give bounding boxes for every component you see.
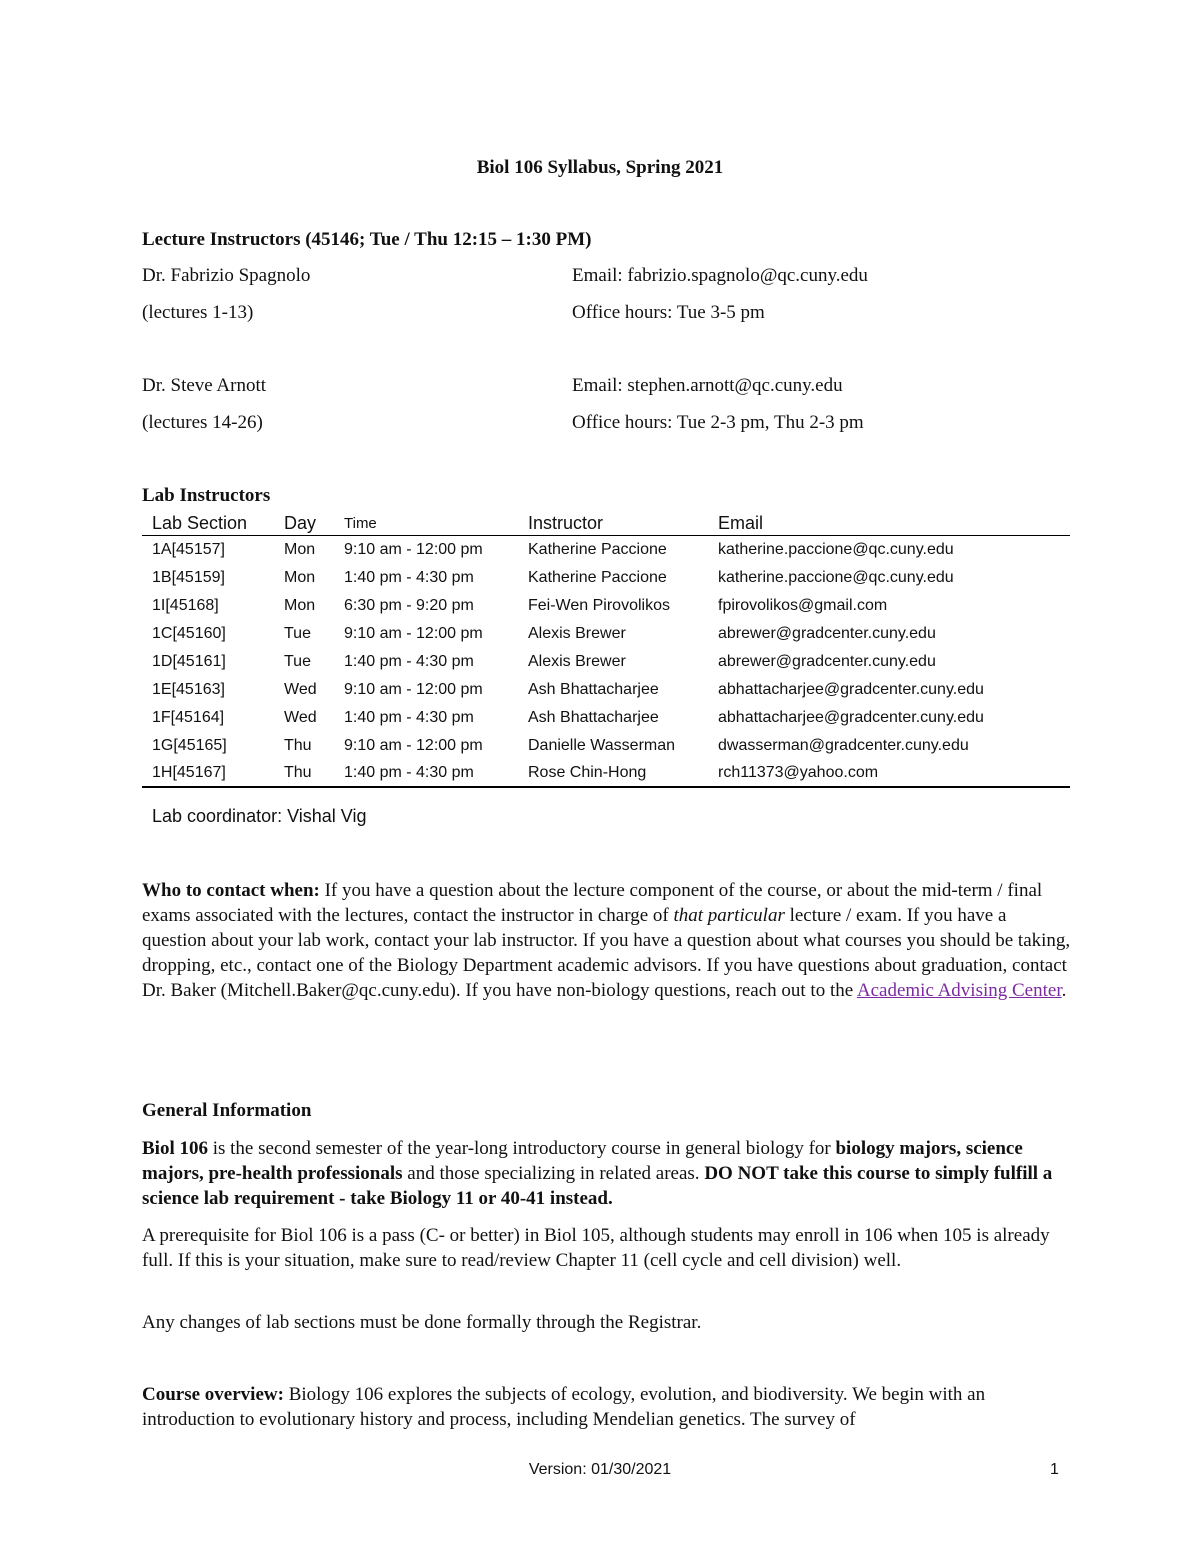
version-footer: Version: 01/30/2021 — [528, 1461, 672, 1478]
contact-end: . — [1061, 980, 1067, 1001]
labs-heading: Lab Instructors — [142, 485, 271, 506]
lab-time: 1:40 pm - 4:30 pm — [344, 653, 474, 670]
lab-email: katherine.paccione@qc.cuny.edu — [718, 569, 954, 586]
col-time: Time — [334, 511, 518, 536]
lab-section: 1B[45159] — [152, 569, 225, 586]
lab-table — [142, 511, 1070, 788]
lab-day: Thu — [284, 737, 312, 754]
lab-day: Thu — [274, 760, 334, 787]
general-paragraph-1 — [142, 1136, 1072, 1211]
lab-instructor: Ash Bhattacharjee — [528, 709, 659, 726]
instructor-1-name: Dr. Fabrizio Spagnolo — [142, 265, 311, 286]
lab-day: Tue — [284, 653, 311, 670]
table-row — [142, 732, 1070, 760]
lab-time: 1:40 pm - 4:30 pm — [344, 569, 474, 586]
contact-text-2: lecture / exam. If you have a question about your lab work, contact your lab instructor. If you have a question about what courses you should be taking, dropping, etc., contact one of the Biology Department academic advisors. If you have questions about graduation, contact Dr. Baker (Mitchell.Baker@qc.cuny.edu). If you have non-biology questions, reach out to the — [142, 905, 1071, 1001]
prerequisite-text: A prerequisite for Biol 106 is a pass (C- or better) in Biol 105, although students may enroll in 106 when 105 is already full. If this is your situation, make sure to read/review Chapter 11 (cell cycle and cell division) well. — [142, 1225, 1050, 1271]
overview-label: Course overview: — [142, 1384, 284, 1405]
lab-instructor: Katherine Paccione — [528, 569, 667, 586]
instructor-2-hours: Office hours: Tue 2-3 pm, Thu 2-3 pm — [572, 412, 864, 433]
overview-text: Biology 106 explores the subjects of ecology, evolution, and biodiversity. We begin with an introduction to evolutionary history and process, including Mendelian genetics. The survey of — [142, 1384, 986, 1430]
lab-email: abhattacharjee@gradcenter.cuny.edu — [718, 681, 984, 698]
lab-time: 1:40 pm - 4:30 pm — [334, 760, 518, 787]
lab-day: Tue — [284, 625, 311, 642]
table-row — [142, 648, 1070, 676]
lab-section: 1A[45157] — [152, 541, 225, 558]
lab-table-header — [142, 511, 1070, 536]
col-email: Email — [708, 511, 1070, 536]
table-row — [142, 760, 1070, 787]
table-row — [142, 564, 1070, 592]
instructor-2-lectures: (lectures 14-26) — [142, 412, 263, 433]
lab-section: 1F[45164] — [152, 709, 225, 726]
lab-instructor: Alexis Brewer — [528, 653, 626, 670]
lab-section: 1G[45165] — [152, 737, 227, 754]
lab-day: Mon — [284, 597, 316, 614]
lab-email: fpirovolikos@gmail.com — [718, 597, 888, 614]
instructor-2-email: Email: stephen.arnott@qc.cuny.edu — [572, 375, 843, 396]
lab-time: 9:10 am - 12:00 pm — [344, 625, 483, 642]
lab-email: katherine.paccione@qc.cuny.edu — [718, 541, 954, 558]
lab-section: 1E[45163] — [152, 681, 225, 698]
lab-day: Mon — [284, 541, 316, 558]
lab-time: 9:10 am - 12:00 pm — [344, 737, 483, 754]
table-row — [142, 620, 1070, 648]
table-row — [142, 536, 1070, 565]
lab-day: Mon — [284, 569, 316, 586]
lab-day: Wed — [284, 709, 317, 726]
lab-instructor: Fei-Wen Pirovolikos — [528, 597, 670, 614]
lab-section: 1I[45168] — [152, 597, 219, 614]
general-text-2: and those specializing in related areas. — [402, 1163, 705, 1184]
general-paragraph-3 — [142, 1310, 1072, 1335]
lab-email: abhattacharjee@gradcenter.cuny.edu — [718, 709, 984, 726]
lab-time: 6:30 pm - 9:20 pm — [344, 597, 474, 614]
col-day: Day — [274, 511, 334, 536]
lab-email: rch11373@yahoo.com — [708, 760, 1070, 787]
table-row — [142, 592, 1070, 620]
lab-instructor: Alexis Brewer — [528, 625, 626, 642]
lab-email: abrewer@gradcenter.cuny.edu — [718, 653, 936, 670]
lab-instructor: Danielle Wasserman — [528, 737, 676, 754]
general-heading: General Information — [142, 1100, 312, 1121]
contact-label: Who to contact when: — [142, 880, 320, 901]
lab-time: 9:10 am - 12:00 pm — [344, 541, 483, 558]
instructor-1-hours: Office hours: Tue 3-5 pm — [572, 302, 765, 323]
contact-text-1: If you have a question about the lecture component of the course, or about the mid-term / final exams associated with the lectures, contact the instructor in charge of — [142, 880, 1043, 926]
general-bold-2: biology majors, science majors, pre-health professionals — [142, 1138, 1023, 1184]
general-text-1: is the second semester of the year-long introductory course in general biology for — [207, 1138, 836, 1159]
lab-section: 1H[45167] — [142, 760, 274, 787]
lab-section: 1D[45161] — [152, 653, 226, 670]
page-number: 1 — [1050, 1461, 1059, 1478]
contact-italic: that particular — [673, 905, 785, 926]
general-paragraph-2 — [142, 1223, 1072, 1273]
col-lab-section: Lab Section — [142, 511, 274, 536]
col-instructor: Instructor — [518, 511, 708, 536]
lab-email: dwasserman@gradcenter.cuny.edu — [718, 737, 969, 754]
lab-section: 1C[45160] — [152, 625, 226, 642]
lab-time: 9:10 am - 12:00 pm — [344, 681, 483, 698]
table-row — [142, 704, 1070, 732]
lab-email: abrewer@gradcenter.cuny.edu — [718, 625, 936, 642]
lab-time: 1:40 pm - 4:30 pm — [344, 709, 474, 726]
instructor-1-email: Email: fabrizio.spagnolo@qc.cuny.edu — [572, 265, 868, 286]
lecture-heading: Lecture Instructors (45146; Tue / Thu 12:15 – 1:30 PM) — [142, 229, 592, 250]
instructor-2-name: Dr. Steve Arnott — [142, 375, 267, 396]
instructor-1-lectures: (lectures 1-13) — [142, 302, 254, 323]
table-row — [142, 676, 1070, 704]
lab-instructor: Katherine Paccione — [528, 541, 667, 558]
page-title: Biol 106 Syllabus, Spring 2021 — [476, 157, 724, 178]
contact-paragraph — [142, 878, 1072, 1003]
lab-instructor: Ash Bhattacharjee — [528, 681, 659, 698]
overview-paragraph — [142, 1382, 1072, 1432]
academic-advising-link[interactable]: Academic Advising Center — [856, 980, 1062, 1001]
lab-coordinator: Lab coordinator: Vishal Vig — [152, 806, 367, 826]
lab-day: Wed — [284, 681, 317, 698]
general-bold-1: Biol 106 — [142, 1138, 208, 1159]
general-bold-3: DO NOT take this course to simply fulfill a science lab requirement - take Biology 11 or 40-41 instead. — [142, 1163, 1053, 1209]
lab-instructor: Rose Chin-Hong — [518, 760, 708, 787]
lab-change-text: Any changes of lab sections must be done formally through the Registrar. — [142, 1312, 702, 1333]
